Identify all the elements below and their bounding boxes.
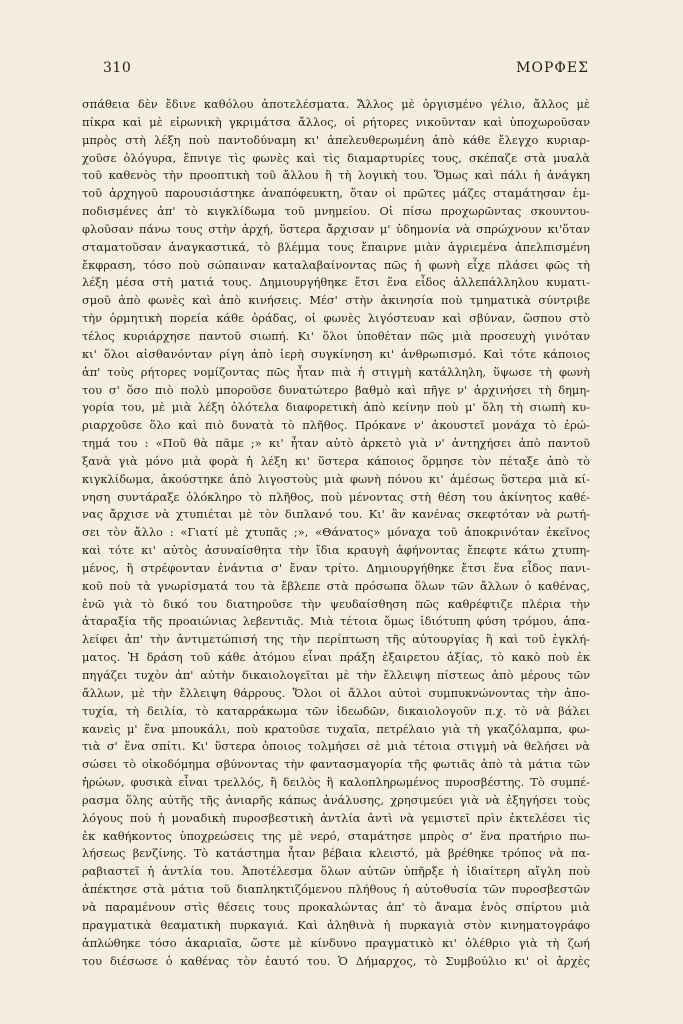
text-line: του διέσωσε ὁ καθένας τὸν ἑαυτό του. Ὁ Δήμαρχος, τὸ Συμβούλιο κι' οἱ ἀρχὲς <box>82 953 590 968</box>
text-line: σταματοῦσαν ἀναγκαστικά, τὸ βλέμμα τους ἔπαιρνε μιὰν ἀγριεμένα ἀπελπισμένη <box>82 239 590 254</box>
text-line: σπάθεια δὲν ἔδινε καθόλου ἀποτελέσματα. Ἄλλος μὲ ὀργισμένο γέλιο, ἄλλος μὲ <box>82 97 590 111</box>
text-line: νας ἄρχισε νὰ χτυπιέται μὲ τὸν διπλανό του. Κι' ἂν κανένας σκεφτόταν νὰ ρωτή- <box>82 507 590 522</box>
text-line: λήσεως βενζίνης. Τὸ κατάστημα ἦταν βέβαια κλειστό, μὰ βρέθηκε τρόπος νὰ πα- <box>82 846 590 861</box>
text-line: πηγάζει τυχὸν ἀπ' αὐτὴν δικαιολογεῖται μὲ τὴν ἔλλειψη πίστεως ἀπὸ μέρους τῶν <box>82 668 590 682</box>
text-line: πίκρα καὶ μὲ εἰρωνικὴ γκριμάτσα ἄλλος, οἱ ρήτορες νικοῦνταν καὶ ὑποχωροῦσαν <box>82 114 590 129</box>
text-line: φλοῦσαν πάνω τους στὴν ἀρχή, ὕστερα ἄρχισαν μ' ὑδημονία νὰ σπρώχνουν κι'ὅταν <box>82 221 590 236</box>
text-line: τοῦ καθενὸς τὴν προοπτικὴ τοῦ ἄλλου ἢ τὴ λογικὴ του. Ὅμως καὶ πάλι ἡ ἀνάγκη <box>82 168 590 183</box>
text-line: ἔκφραση, τόσο ποὺ σώπαιναν καταλαβαίνοντας πῶς ἡ φωνὴ εἶχε πλάσει φῶς τὴ <box>82 257 590 272</box>
text-line: κοῦ ποὺ τὰ γνωρίσματά του τὰ ἔβλεπε στὰ πρόσωπα ὅλων τῶν ἄλλων ὁ καθένας, <box>82 578 590 593</box>
text-line: λέξη μέσα στὴ ματιά τους. Δημιουργήθηκε ἔτσι ἕνα εἶδος ἀλλεπάλληλου κυματι- <box>82 275 590 290</box>
text-line: λείφει ἀπ' τὴν ἀντιμετώπισή της τὴν περίπτωση τῆς αὐτουργίας ἢ καὶ τοῦ ἐγκλή- <box>82 632 590 647</box>
text-line: νὰ παραμένουν στὶς θέσεις τους προκαλώντας ἀπ' τὸ ἄναμα ἑνὸς σπίρτου μιὰ <box>82 899 590 914</box>
text-line: σει τὸν ἄλλο : «Γιατί μὲ χτυπᾶς ;», «Θάνατος» μόναχα τοῦ ἀποκρινόταν ἐκεῖνος <box>82 525 590 540</box>
text-line: τημά του : «Ποῦ θὰ πᾶμε ;» κι' ἦταν αὐτὸ ἀρκετὸ γιὰ ν' ἀντηχήσει ἀπὸ παντοῦ <box>82 436 590 451</box>
text-line: χοῦσε ὁλόγυρα, ἔπνιγε τὶς φωνὲς καὶ τὶς διαμαρτυρίες τους, σκέπαζε στὰ μυαλὰ <box>82 150 590 165</box>
text-line: ματος. Ἡ δράση τοῦ κάθε ἀτόμου εἶναι πράξη ἐξαιρετου ἀξίας, τὸ κακὸ ποὺ ἐκ <box>82 650 590 665</box>
text-line: ἐνῶ γιὰ τὸ δικό του διατηροῦσε τὴν ψευδαίσθηση πῶς καθρέφτιζε πλέρια τὴν <box>82 596 590 611</box>
text-line: κι' ὅλοι αἰσθανόνταν ρίγη ἀπὸ ἱερὴ συγκίνηση κι' ἀνθρωπισμό. Καὶ τότε κάποιος <box>82 346 590 361</box>
text-line: τυχία, τὴ δειλία, τὸ καταρράκωμα τῶν ἰδεωδῶν, δικαιολογοῦν π.χ. τὸ νὰ βάλει <box>82 703 590 718</box>
text-line: κιγκλίδωμα, ἀκούστηκε ἀπὸ λιγοστοὺς μιὰ φωνὴ πόνου κι' ἀμέσως ὕστερα μιὰ κί- <box>82 471 590 486</box>
text-line: λόγους ποὺ ἡ μοναδικὴ πυροσβεστικὴ ἀντλία ἀντὶ νὰ γεμιστεῖ πρὶν ἐκτελέσει τὶς <box>82 810 590 825</box>
text-line: γορία του, μὲ μιὰ λέξη ὁλότελα διαφορετικὴ ἀπὸ κείνην ποὺ μ' ὅλη τὴ σιωπὴ κυ- <box>82 400 590 415</box>
text-line: σμοῦ ἀπὸ φωνὲς καὶ ἀπὸ κινήσεις. Μέσ' στὴν ἀκινησία ποὺ τμηματικὰ σύντριβε <box>82 293 590 308</box>
text-line: ἡρώων, φυσικὰ εἶναι τρελλός, ἢ δειλὸς ἢ καλοπληρωμένος πυροσβέστης. Τὸ συμπέ- <box>82 775 590 790</box>
text-line: ἀταραξία τῆς προαιώνιας λεβεντιᾶς. Μιὰ τέτοια ὅμως ἰδιότυπη φύση τρόμου, ἀπα- <box>82 614 590 629</box>
text-line: καὶ τότε κι' αὐτὸς ἀσυναίσθητα τὴν ἴδια κραυγὴ ἀφήνοντας ἔπεφτε κάτω χτυπη- <box>82 543 590 558</box>
text-line: ρασμα ὅλης αὐτῆς τῆς ἀνιαρῆς κάπως ἀνάλυσης, χρησιμεύει γιὰ νὰ ἐξηγήσει τοὺς <box>82 792 590 807</box>
page-number: 310 <box>103 60 132 76</box>
running-title: ΜΟΡΦΕΣ <box>516 60 589 76</box>
text-line: ἄλλων, μὲ τὴν ἔλλειψη θάρρους. Ὅλοι οἱ ἄλλοι αὐτοὶ συμπυκνώνοντας τὴν ἀπο- <box>82 685 590 700</box>
text-line: ριαρχοῦσε ὅλο καὶ πιὸ δυνατὰ τὸ πλῆθος. Πρόκανε ν' ἀκουστεῖ μονάχα τὸ ἐρώ- <box>82 418 590 433</box>
text-line: κανεὶς μ' ἕνα μπουκάλι, ποὺ κρατοῦσε τυχαῖα, πετρέλαιο γιὰ τὴ γκαζόλαμπα, φω- <box>82 721 590 736</box>
text-line: πραγματικὰ θεαματικὴ πυρκαγιά. Καὶ ἀληθινὰ ἡ πυρκαγιὰ στὸν κινηματογράφο <box>82 917 590 932</box>
text-line: σώσει τὸ οἰκοδόμημα σβύνοντας τὴν φαντασμαγορία τῆς φωτιᾶς ἀπὸ τὰ μάτια τῶν <box>82 757 590 772</box>
text-line: μπρὸς στὴ λέξη ποὺ παντοδύναμη κι' ἀπελευθερωμένη ἀπὸ κάθε ἔλεγχο κυριαρ- <box>82 132 590 147</box>
text-line: νηση συντάραξε ὁλόκληρο τὸ πλῆθος, ποὺ μένοντας στὴ θέση του ἀκίνητος καθέ- <box>82 489 590 504</box>
text-line: ἀπέκτησε στὰ μάτια τοῦ διαπληκτιζόμενου πλήθους ἡ αὐτοθυσία τῶν πυροσβεστῶν <box>82 882 590 897</box>
text-line: τέλος κυριάρχησε παντοῦ σιωπή. Κι' ὅλοι ὑποθέταν πῶς μιὰ προσευχὴ γινόταν <box>82 328 590 343</box>
text-line: ραβιαστεῖ ἡ ἀντλία του. Ἀποτέλεσμα ὅλων αὐτῶν ὑπῆρξε ἡ ἰδιαίτερη αἴγλη ποὺ <box>82 864 590 879</box>
text-line: ποδισμένες ἀπ' τὸ κιγκλίδωμα τοῦ μνημείου. Οἱ πίσω προχωρῶντας σκουντου- <box>82 204 590 219</box>
text-line: του σ' ὅσο πιὸ πολὺ μποροῦσε δυνατώτερο βαθμὸ καὶ πῆγε ν' ἀρχινήσει τὴ δημη- <box>82 382 590 397</box>
text-line: ξανὰ γιὰ μόνο μιὰ φορὰ ἡ λέξη κι' ὕστερα κάποιος ὅρμησε τὸν πέταξε ἀπὸ τὸ <box>82 453 590 468</box>
text-line: μένος, ἢ στρέφονταν ἐνάντια σ' ἕναν τρίτο. Δημιουργήθηκε ἔτσι ἕνα εἶδος πανι- <box>82 560 590 575</box>
page-header <box>103 60 589 80</box>
text-line: τιὰ σ' ἕνα σπίτι. Κι' ὕστερα ὁποιος τολμήσει σὲ μιὰ τέτοια στιγμὴ νὰ θελήσει νὰ <box>82 739 590 754</box>
body-text <box>82 96 590 970</box>
text-line: ἐκ καθήκοντος ὑποχρεώσεις της μὲ νερό, σταμάτησε μπρὸς σ' ἕνα πρατήριο πω- <box>82 828 590 843</box>
text-line: ἀπ' τοὺς ρήτορες νομίζοντας πῶς ἦταν πιὰ ἡ στιγμὴ κατάλληλη, ὕψωσε τὴ φωνὴ <box>82 364 590 379</box>
text-line: ἁπλώθηκε τόσο ἀκαριαῖα, ὥστε μὲ κίνδυνο πραγματικὸ κι' ὁλέθριο γιὰ τὴ ζωή <box>82 935 590 950</box>
text-line: τὴν ὁρμητικὴ πορεία κάθε ὁράδας, οἱ φωνὲς λιγόστευαν καὶ σβύναν, ὥσπου στὸ <box>82 311 590 326</box>
text-line: τοῦ ἀρχηγοῦ παρουσιάστηκε ἀναπόφευκτη, ὅταν οἱ πρῶτες μάζες σταμάτησαν ἐμ- <box>82 186 590 201</box>
